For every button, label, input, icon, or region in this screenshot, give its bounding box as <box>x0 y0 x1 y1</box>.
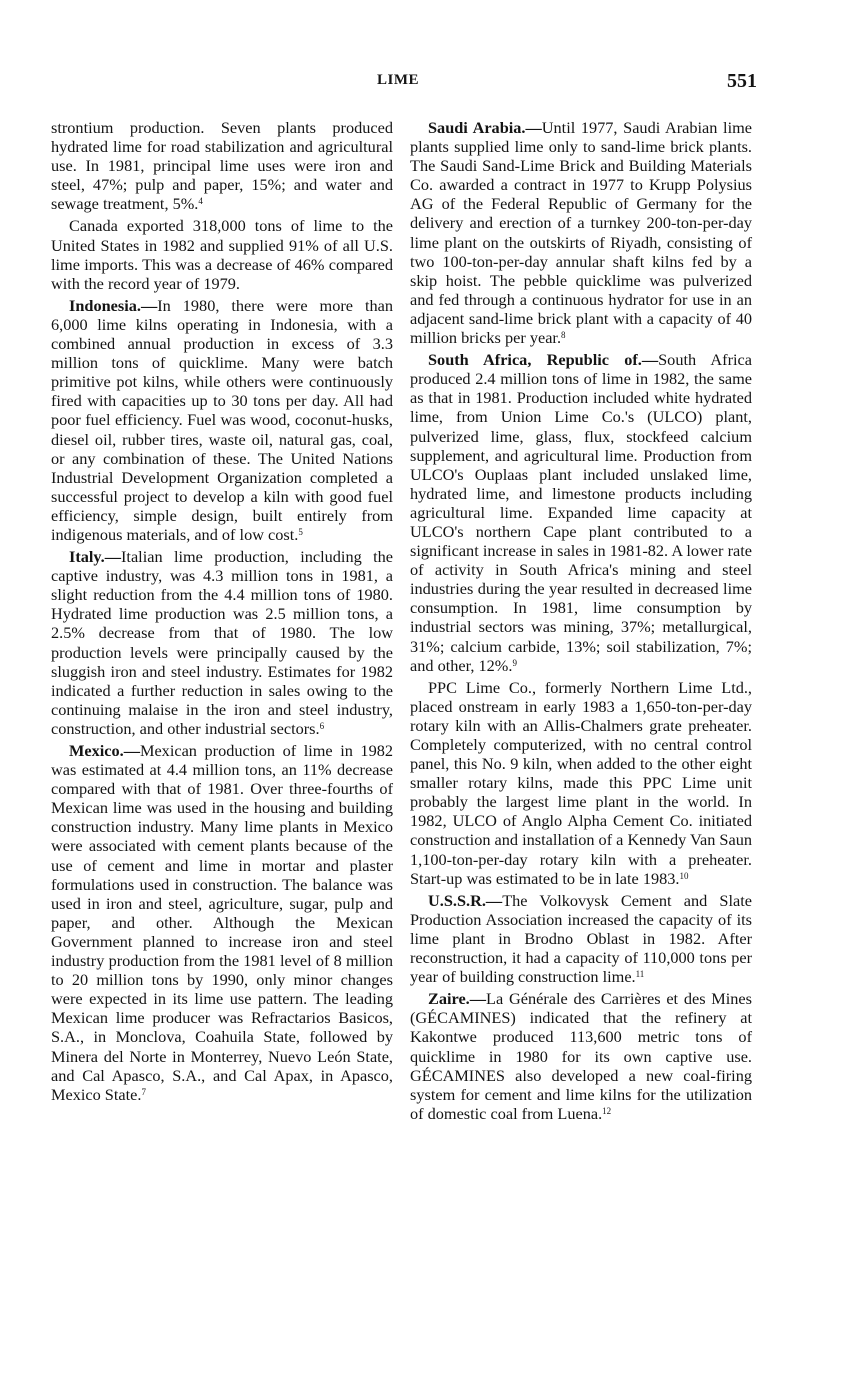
paragraph-text: Canada exported 318,000 tons of lime to the United States in 1982 and supplied 91% of all U.S. lime imports. This was a decrease of 46% compared with the record year of 1979. <box>51 216 393 293</box>
paragraph-text: Until 1977, Saudi Arabian lime plants supplied lime only to sand-lime brick plants. The Saudi Sand-Lime Brick and Building Materials Co. awarded a contract in 1977 to Krupp Polysius AG of the Federal Republic of Germany for the delivery and erection of a turnkey 200-ton-per-day lime plant on the outskirts of Riyadh, consisting of two 100-ton-per-day annular shaft kilns fed by a skip hoist. The pebble quicklime was pulverized and fed through a continuous hydrator for use in an adjacent sand-lime brick plant with a capacity of 40 million bricks per year. <box>410 118 752 348</box>
paragraph-text: Mexican production of lime in 1982 was estimated at 4.4 million tons, an 11% decrease compared with that of 1981. Over three-fourths of Mexican lime was used in the housing and building construction industry. Many lime plants in Mexico were associated with cement plants because of the use of cement and lime in mortar and plaster formulations used in construction. The balance was used in iron and steel, agriculture, sugar, pulp and paper, and other. Although the Mexican Government planned to increase iron and steel industry production from the 1981 level of 8 million to 20 million tons by 1990, only minor changes were expected in its lime use pattern. The leading Mexican lime producer was Refractarios Basicos, S.A., in Monclova, Coahuila State, followed by Minera del Norte in Monterrey, Nuevo León State, and Cal Apasco, S.A., and Cal Apax, in Apasco, Mexico State. <box>51 741 393 1104</box>
country-heading: Mexico.— <box>69 741 140 760</box>
paragraph-mexico <box>51 741 393 1104</box>
country-heading: Zaire.— <box>428 989 487 1009</box>
footnote-ref: 12 <box>602 1105 612 1116</box>
paragraph-zaire <box>410 989 752 1123</box>
footnote-ref: 9 <box>512 657 517 668</box>
paragraph-south-africa <box>410 350 752 675</box>
footnote-ref: 8 <box>561 330 566 341</box>
country-heading: Italy.— <box>69 547 122 567</box>
paragraph-text: La Générale des Carrières et des Mines (GÉCAMINES) indicated that the refinery at Kakontwe produced 113,600 metric tons of quicklime in 1980 for its own captive use. GÉCAMINES also developed a new coal-firing system for cement and lime kilns for the utilization of domestic coal from Luena. <box>410 989 752 1123</box>
footnote-ref: 6 <box>319 720 325 731</box>
paragraph-canada <box>51 216 393 292</box>
page-number: 551 <box>727 70 757 92</box>
paragraph-ussr <box>410 891 752 986</box>
footnote-ref: 4 <box>198 196 203 207</box>
country-heading: U.S.S.R.— <box>428 890 503 910</box>
country-heading: Indonesia.— <box>69 295 158 315</box>
footnote-ref: 5 <box>298 526 303 537</box>
footnote-ref: 10 <box>679 870 689 881</box>
paragraph-text: PPC Lime Co., formerly Northern Lime Ltd., placed onstream in early 1983 a 1,650-ton-per-day rotary kiln with an Allis-Chalmers grate preheater. Completely computerized, with no central control panel, this No. 9 kiln, when added to the other eight smaller rotary kilns, made this PPC Lime unit probably the largest lime plant in the world. In 1982, ULCO of Anglo Alpha Cement Co. initiated construction and installation of a Kennedy Van Saun 1,100-ton-per-day rotary kiln with a preheater. Start-up was estimated to be in late 1983. <box>410 677 752 888</box>
paragraph-text: The Volkovysk Cement and Slate Production Association increased the capacity of its lime plant in Brodno Oblast in 1982. After reconstruction, it had a capacity of 110,000 tons per year of building construction lime. <box>410 890 752 987</box>
country-heading: Saudi Arabia.— <box>428 118 542 137</box>
paragraph-ppc-lime <box>410 678 752 888</box>
paragraph-text: strontium production. Seven plants produced hydrated lime for road stabilization and agricultural use. In 1981, principal lime uses were iron and steel, 47%; pulp and paper, 15%; and water and sewage treatment, 5%. <box>51 118 393 214</box>
paragraph-text: South Africa produced 2.4 million tons of lime in 1982, the same as that in 1981. Production included white hydrated lime, from Union Lime Co.'s (ULCO) plant, pulverized lime, glass, flux, stockfeed calcium supplement, and agricultural lime. Production from ULCO's Ouplaas plant included unslaked lime, hydrated lime, and limestone products including agricultural lime. Expanded lime capacity at ULCO's northern Cape plant contributed to a significant increase in sales in 1981-82. A lower rate of activity in South Africa's mining and steel industries during the year resulted in decreased lime consumption. In 1981, lime consumption by industrial sectors was mining, 37%; metallurgical, 31%; calcium carbide, 13%; soil stabilization, 7%; and other, 12%. <box>410 350 752 675</box>
paragraph-indonesia <box>51 296 393 544</box>
paragraph-text: Italian lime production, including the captive industry, was 4.3 million tons in 1981, a slight reduction from the 4.4 million tons of 1980. Hydrated lime production was 2.5 million tons, a 2.5% decrease from that of 1980. The low production levels were principally caused by the sluggish iron and steel industry. Estimates for 1982 indicated a further reduction in sales owing to the continuing malaise in the iron and steel industry, construction, and other industrial sectors. <box>51 547 393 738</box>
right-column <box>410 118 752 1126</box>
paragraph-text: In 1980, there were more than 6,000 lime kilns operating in Indonesia, with a combined annual production in excess of 3.3 million tons of quicklime. Many were batch primitive pot kilns, while others were continuously fired with capacities up to 30 tons per day. All had poor fuel efficiency. Fuel was wood, coconut-husks, diesel oil, rubber tires, waste oil, natural gas, coal, or any combination of these. The United Nations Industrial Development Organization completed a successful project to develop a kiln with good fuel efficiency, simple design, built entirely from indigenous materials, and of low cost. <box>51 295 393 544</box>
running-head-title: LIME <box>377 72 420 88</box>
paragraph-strontium <box>51 118 393 213</box>
paragraph-saudi-arabia <box>410 118 752 347</box>
paragraph-italy <box>51 547 393 738</box>
footnote-ref: 7 <box>141 1086 146 1097</box>
left-column <box>51 118 393 1107</box>
country-heading: South Africa, Republic of.— <box>428 350 659 370</box>
footnote-ref: 11 <box>635 969 645 980</box>
